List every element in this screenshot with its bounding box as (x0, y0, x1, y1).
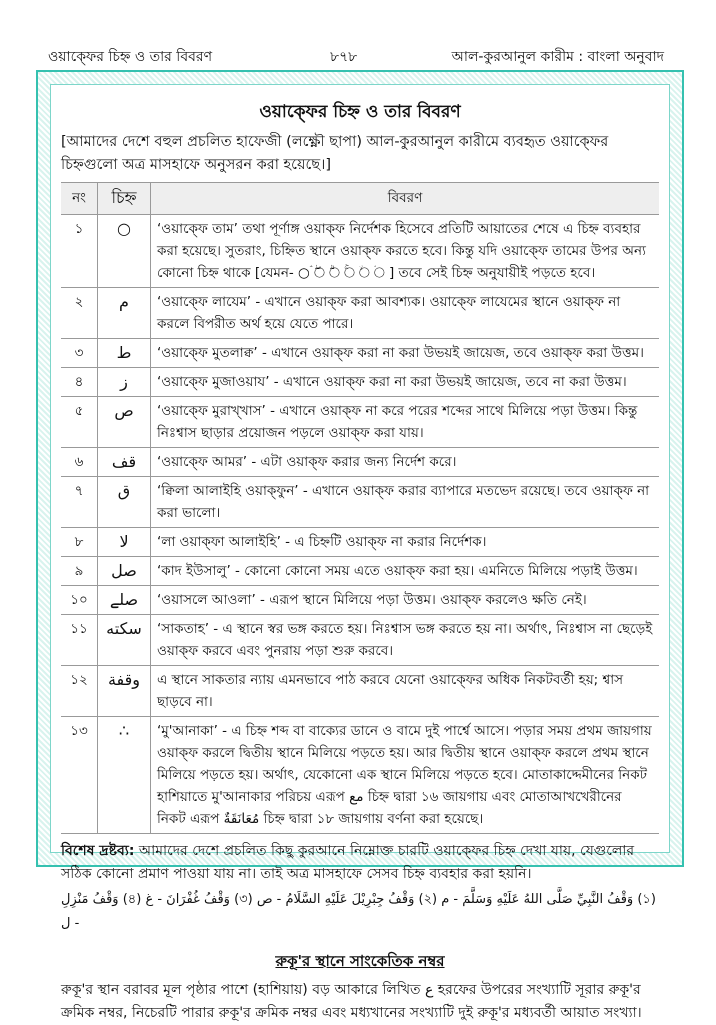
header-description: বিবরণ (151, 183, 660, 215)
row-description: ‘ওয়াক্ফে মুতলাক্ব’ - এখানে ওয়াক্ফ করা না করা উভয়ই জায়েজ, তবে ওয়াক্ফ করা উত্তম। (151, 339, 660, 368)
row-sign: ق (98, 477, 151, 528)
row-sign: صل (98, 557, 151, 586)
table-row (61, 215, 659, 288)
row-number: ২ (61, 288, 98, 339)
special-note (61, 840, 659, 886)
decorative-frame (36, 70, 684, 1021)
row-number: ৫ (61, 397, 98, 448)
row-description: ‘ওয়াক্ফে আমর’ - এটা ওয়াক্ফ করার জন্য নির্দেশ করে। (151, 448, 660, 477)
row-sign: صلے (98, 586, 151, 615)
row-number: ১৩ (61, 717, 98, 834)
row-sign: لا (98, 528, 151, 557)
frame-inner (50, 84, 670, 1021)
row-number: ৯ (61, 557, 98, 586)
table-row (61, 717, 659, 834)
row-sign: سكته (98, 615, 151, 666)
table-row (61, 528, 659, 557)
row-description: এ স্থানে সাকতার ন্যায় এমনভাবে পাঠ করবে যেনো ওয়াক্ফের অধিক নিকটবর্তী হয়; শ্বাস ছাড়বে না। (151, 666, 660, 717)
row-number: ৩ (61, 339, 98, 368)
row-description: ‘মু'আনাকা’ - এ চিহ্ন শব্দ বা বাক্যের ডানে ও বামে দুই পার্শ্বে আসে। পড়ার সময় প্রথম জায়গায় ওয়াক্ফ করলে দ্বিতীয় স্থানে মিলিয়ে পড়তে হয়। আর দ্বিতীয় স্থানে ওয়াক্ফ করলে প্রথম স্থানে মিলিয়ে পড়তে হয়। অর্থাৎ, যেকোনো এক স্থানে মিলিয়ে পড়তে হবে। মোতাকাদ্দেমীনের নিকট হাশিয়াতে মু'আনাকার পরিচয় এরূপ مع চিহ্ন দ্বারা ১৬ জায়গায় এবং মোতাআখখেরীনের নিকট এরূপ مُعَانَقَةٌ চিহ্ন দ্বারা ১৮ জায়গায় বর্ণনা করা হয়েছে। (151, 717, 660, 834)
row-sign: ص (98, 397, 151, 448)
row-number: ৮ (61, 528, 98, 557)
table-row (61, 339, 659, 368)
row-sign: ز (98, 368, 151, 397)
running-head-left: ওয়াক্ফের চিহ্ন ও তার বিবরণ (48, 49, 213, 65)
row-description: ‘ওয়াক্ফে লাযেম’ - এখানে ওয়াক্ফ করা আবশ্যক। ওয়াক্ফে লাযেমের স্থানে ওয়াক্ফ না করলে বিপরীত অর্থ হয়ে যেতে পারে। (151, 288, 660, 339)
row-description: ‘ক্বিলা আলাইহি ওয়াক্ফুন’ - এখানে ওয়াক্ফ করার ব্যাপারে মতভেদ রয়েছে। তবে ওয়াক্ফ না করা ভালো। (151, 477, 660, 528)
ruku-paragraph: রুকূ'র স্থান বরাবর মূল পৃষ্ঠার পাশে (হাশিয়ায়) বড় আকারে লিখিত ع হরফের উপরের সংখ্যাটি সূরার রুকূ'র ক্রমিক নম্বর, নিচেরটি পারার রুকূ'র ক্রমিক নম্বর এবং মধ্যখানের সংখ্যাটি দুই রুকূ'র মধ্যবর্তী আয়াত সংখ্যা। (61, 982, 642, 1021)
row-number: ৭ (61, 477, 98, 528)
running-head (0, 45, 716, 67)
note-label: বিশেষ দ্রষ্টব্য: (61, 843, 135, 859)
row-number: ১০ (61, 586, 98, 615)
row-description: ‘ওয়াসলে আওলা’ - এরূপ স্থানে মিলিয়ে পড়া উত্তম। ওয়াক্ফ করলেও ক্ষতি নেই। (151, 586, 660, 615)
table-row (61, 288, 659, 339)
table-row (61, 557, 659, 586)
row-sign: وقفة (98, 666, 151, 717)
row-description: ‘কাদ ইউসালু’ - কোনো কোনো সময় এতে ওয়াক্ফ করা হয়। এমনিতে মিলিয়ে পড়াই উত্তম। (151, 557, 660, 586)
header-number: নং (61, 183, 98, 215)
row-sign: م (98, 288, 151, 339)
table-row (61, 368, 659, 397)
table-row (61, 397, 659, 448)
running-head-right: আল-কুরআনুল কারীম : বাংলা অনুবাদ (451, 49, 664, 65)
page-title: ওয়াক্ফের চিহ্ন ও তার বিবরণ (259, 102, 461, 122)
row-number: ১১ (61, 615, 98, 666)
row-number: ৬ (61, 448, 98, 477)
row-sign: ∴ (98, 717, 151, 834)
table-header-row (61, 183, 659, 215)
row-number: ১ (61, 215, 98, 288)
row-number: ৪ (61, 368, 98, 397)
row-description: ‘ওয়াকে্ফ মুজাওয়ায’ - এখানে ওয়াক্ফ করা না করা উভয়ই জায়েজ, তবে না করা উত্তম। (151, 368, 660, 397)
waqf-signs-table (61, 182, 659, 834)
row-sign: قف (98, 448, 151, 477)
row-number: ১২ (61, 666, 98, 717)
table-row (61, 448, 659, 477)
page-number: ৮৭৮ (330, 49, 358, 65)
note-text: আমাদের দেশে প্রচলিত কিছু কুরআনে নিম্নোক্ত চারটি ওয়াক্ফের চিহ্ন দেখা যায়, যেগুলোর সঠিক কোনো প্রমাণ পাওয়া যায় না। তাই অত্র মাসহাফে সেসব চিহ্ন ব্যবহার করা হয়নি। (61, 843, 635, 882)
row-description: ‘লা ওয়াক্ফা আলাইহি’ - এ চিহ্নটি ওয়াক্ফ না করার নির্দেশক। (151, 528, 660, 557)
table-row (61, 586, 659, 615)
ruku-title: রুকূ'র স্থানে সাংকেতিক নম্বর (275, 952, 445, 970)
table-row (61, 615, 659, 666)
page-content (61, 93, 659, 1025)
table-row (61, 477, 659, 528)
intro-paragraph: [আমাদের দেশে বহুল প্রচলিত হাফেজী (লক্ষ্ণৌ ছাপা) আল-কুরআনুল কারীমে ব্যবহৃত ওয়াক্ফের চিহ্নগুলো অত্র মাসহাফে অনুসরন করা হয়েছে।] (61, 134, 609, 173)
note-arabic-list: (১) وَقْفُ النَّبِيِّ صَلَّى اللهُ عَلَيْهِ وَسَلَّمَ - م (২) وَقْفُ جِبْرِيْلَ عَلَيْهِ السَّلَامُ - ص (৩) وَقْفُ غُفْرَانَ - غ (৪) وَقْفُ مَنْزِلِ - ل (61, 892, 656, 931)
header-sign: চিহ্ন (98, 183, 151, 215)
row-sign: ط (98, 339, 151, 368)
row-description: ‘ওয়াক্ফে মুরাখ্খাস’ - এখানে ওয়াক্ফ না করে পরের শব্দের সাথে মিলিয়ে পড়া উত্তম। কিন্তু নিঃশ্বাস ছাড়ার প্রয়োজন পড়লে ওয়াক্ফ করা যায়। (151, 397, 660, 448)
row-description: ‘ওয়াক্ফে তাম’ তথা পূর্ণাঙ্গ ওয়াক্ফ নির্দেশক হিসেবে প্রতিটি আয়াতের শেষে এ চিহ্ন ব্যবহার করা হয়েছে। সুতরাং, চিহ্নিত স্থানে ওয়াক্ফ করতে হবে। কিন্তু যদি ওয়াক্ফে তামের উপর অন্য কোনো চিহ্ন থাকে [যেমন- ○ۘ ○ۖ ○ۗ ○ۚ ○ۙ ○ۛ ] তবে সেই চিহ্ন অনুযায়ীই পড়তে হবে। (151, 215, 660, 288)
row-description: ‘সাকতাহ’ - এ স্থানে স্বর ভঙ্গ করতে হয়। নিঃশ্বাস ভঙ্গ করতে হয় না। অর্থাৎ, নিঃশ্বাস না ছেড়েই ওয়াক্ফ করবে এবং পুনরায় পড়া শুরু করবে। (151, 615, 660, 666)
row-sign: ○ (98, 215, 151, 288)
table-row (61, 666, 659, 717)
